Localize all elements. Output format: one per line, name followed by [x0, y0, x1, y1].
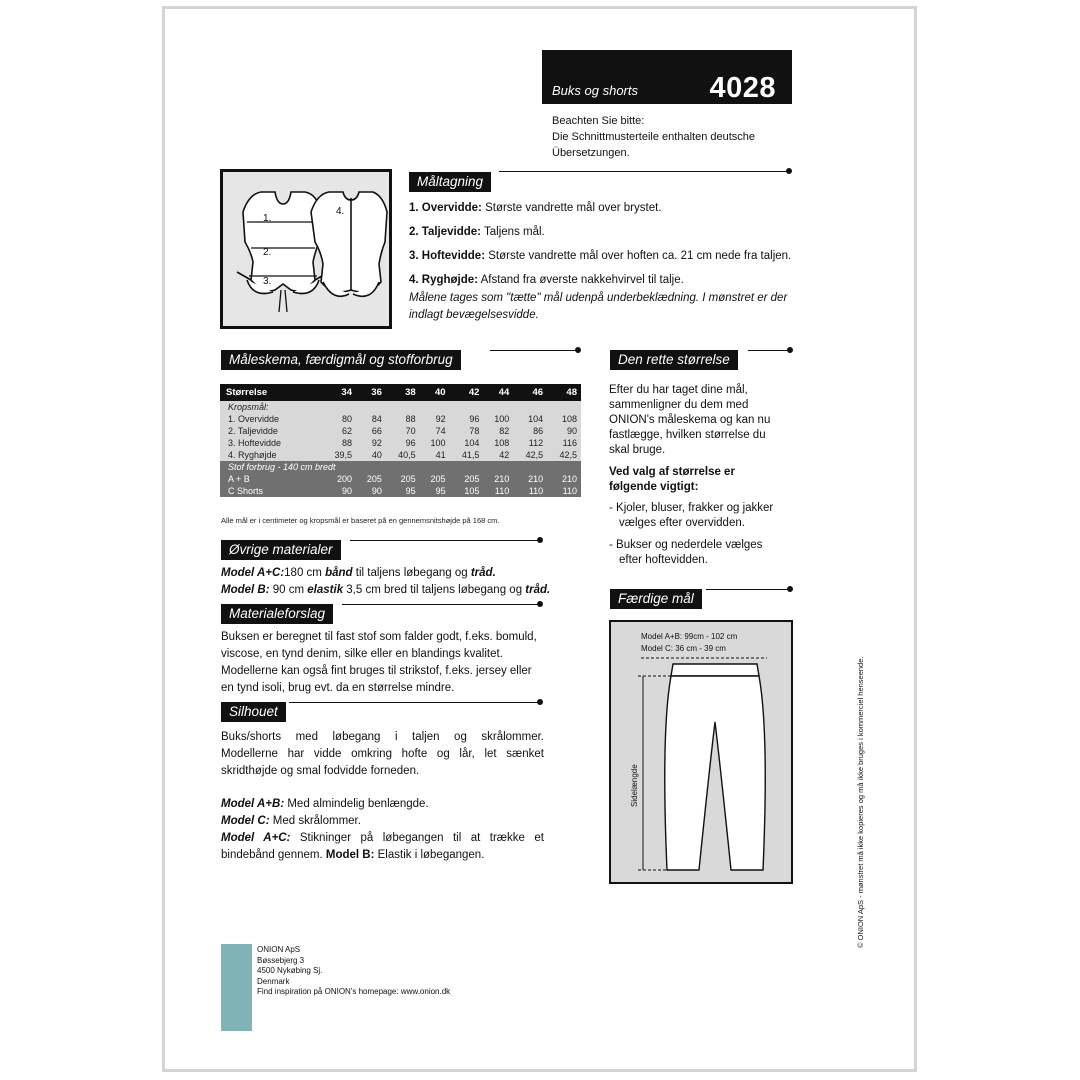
size-table-cell: 90 [322, 485, 356, 497]
size-table-cell: 42,5 [513, 449, 547, 461]
right-size-text: Efter du har taget dine mål, sammenligner du dem med ONION's måleskema og kan nu fastlægge, hvilken størrelse du skal bruge. Ved valg af størrelse er følgende vigtigt: - Kjoler, bluser, frakker og jakker vælges efter overvidden. - Bukser og nederdele vælges efter hoftevidden. [609, 384, 774, 566]
model-ac-line: Model A+C: Stikninger på løbegangen til at trække et [221, 832, 544, 844]
size-table-cell: 92 [420, 413, 450, 425]
size-table-cell: 70 [386, 425, 420, 437]
finished-line-2: Model C: 36 cm - 39 cm [641, 644, 726, 653]
german-note-line: Beachten Sie bitte: [552, 115, 645, 127]
model-b-line: bindebånd gennem. Model B: Elastik i løbegangen. [221, 849, 485, 861]
size-table-cell: 105 [450, 485, 484, 497]
size-table-row: 2. Taljevidde 62 66 70 74 78 82 86 90 [220, 425, 581, 437]
figure-label-3: 3. [263, 276, 272, 287]
measure-item: 3. Hoftevidde: Største vandrette mål over hoften ca. 21 cm nede fra taljen. [409, 250, 792, 262]
rule-dot [786, 168, 792, 174]
size-table-cell: 74 [420, 425, 450, 437]
german-note-line: Übersetzungen. [552, 147, 630, 159]
size-table-cell: 88 [322, 437, 356, 449]
size-table-cell: 66 [356, 425, 386, 437]
size-table-cell: 40 [356, 449, 386, 461]
section-rule [342, 604, 540, 605]
size-table-cell: 78 [450, 425, 484, 437]
silhouette-text: Buks/shorts med løbegang i taljen og skrålommer. Modellerne har vidde omkring hofte og lår, let sænket skridthøjde og smal fodvidde forneden. Model A+B: Med almindelig benlængde. Model C: Med skrålommer. Model A+C: Stikninger på løbegangen til at trække et bindebånd gennem. Model B: Elastik i løbegangen. [221, 729, 544, 864]
size-table-cell: 205 [420, 473, 450, 485]
table-note: Alle mål er i centimeter og kropsmål er baseret på en gennemsnitshøjde på 168 cm. [221, 516, 500, 525]
size-table-cell: 95 [420, 485, 450, 497]
size-group-title: Kropsmål: [220, 401, 581, 413]
size-table-cell: 104 [513, 413, 547, 425]
material-suggest-text: Buksen er beregnet til fast stof som falder godt, f.eks. bomuld, viscose, en tynd denim, silke eller en blandings kvalitet. Modellerne kan også fint bruges til strikstof, f.eks. jersey eller en tynd isoli, brug evt. da en størrelse mindre. [221, 631, 537, 694]
materials-line-b: Model B: 90 cm elastik 3,5 cm bred til taljens løbegang og tråd. [221, 584, 551, 596]
size-table-cell: 205 [386, 473, 420, 485]
size-table-cell: 100 [420, 437, 450, 449]
size-group-title: Stof forbrug - 140 cm bredt [220, 461, 581, 473]
body-measurement-illustration [220, 169, 392, 329]
model-c-line: Model C: Med skrålommer. [221, 815, 361, 827]
size-table-cell: 110 [513, 485, 547, 497]
size-table-cell: 41,5 [450, 449, 484, 461]
size-table-cell: 95 [386, 485, 420, 497]
model-ab-line: Model A+B: Med almindelig benlængde. [221, 798, 429, 810]
measure-note: Målene tages som "tætte" mål udenpå underbeklædning. I mønstret er der indlagt bevægelsesvidde. [409, 292, 788, 321]
copyright-notice: © ONION ApS - mønstret må ikke kopieres og må ikke bruges i kommerciel henseende. [856, 656, 865, 948]
size-table-row: 1. Overvidde 80 84 88 92 96 100 104 108 [220, 413, 581, 425]
section-rule [490, 350, 578, 351]
rule-dot [537, 601, 543, 607]
rule-dot [575, 347, 581, 353]
footer-accent-bar [221, 944, 252, 1031]
size-table-cell: 90 [356, 485, 386, 497]
size-table-cell: 62 [322, 425, 356, 437]
size-table-cell: 90 [547, 425, 581, 437]
section-heading-finished: Færdige mål [610, 589, 702, 609]
size-table [220, 384, 581, 497]
section-rule [350, 540, 540, 541]
section-heading-materials: Øvrige materialer [221, 540, 341, 560]
size-table-cell: 84 [356, 413, 386, 425]
size-table-row: A + B 200 205 205 205 205 210 210 210 [220, 473, 581, 485]
size-header-row: Størrelse 34 36 38 40 42 44 46 48 [220, 384, 581, 401]
measure-item: 4. Ryghøjde: Afstand fra øverste nakkehvirvel til talje. [409, 274, 684, 286]
footer-address: ONION ApS Bøssebjerg 3 4500 Nykøbing Sj. Denmark Find inspiration på ONION's homepage: www.onion.dk [257, 945, 451, 996]
section-rule [748, 350, 790, 351]
size-table-row: 3. Hoftevidde 88 92 96 100 104 108 112 116 [220, 437, 581, 449]
german-note-line: Die Schnittmusterteile enthalten deutsche [552, 131, 756, 143]
size-table-cell: 100 [483, 413, 513, 425]
title-box [542, 50, 792, 104]
pattern-title: Buks og shorts [552, 83, 638, 98]
size-table-cell: 200 [322, 473, 356, 485]
figure-label-4: 4. [336, 206, 345, 217]
section-heading-silhouette: Silhouet [221, 702, 286, 722]
measure-item: 1. Overvidde: Største vandrette mål over brystet. [409, 202, 662, 214]
size-table-cell: 92 [356, 437, 386, 449]
section-rule [289, 702, 540, 703]
rule-dot [787, 586, 793, 592]
size-table-cell: 205 [450, 473, 484, 485]
section-rule [706, 589, 790, 590]
size-table-cell: 108 [483, 437, 513, 449]
size-table-cell: 96 [450, 413, 484, 425]
finished-line-1: Model A+B: 99cm - 102 cm [641, 632, 738, 641]
size-table-row: C Shorts 90 90 95 95 105 110 110 110 [220, 485, 581, 497]
figure-label-2: 2. [263, 247, 272, 258]
size-table-cell: 82 [483, 425, 513, 437]
pattern-number: 4028 [709, 72, 776, 104]
rule-dot [537, 537, 543, 543]
measurement-instructions [409, 200, 804, 324]
size-table-cell: 41 [420, 449, 450, 461]
size-table-cell: 96 [386, 437, 420, 449]
size-table-cell: 42,5 [547, 449, 581, 461]
german-note [552, 113, 792, 161]
size-table-cell: 40,5 [386, 449, 420, 461]
measure-item: 2. Taljevidde: Taljens mål. [409, 226, 545, 238]
size-table-cell: 210 [547, 473, 581, 485]
section-heading-size-chart: Måleskema, færdigmål og stofforbrug [221, 350, 461, 370]
pants-figure-svg [611, 622, 791, 882]
size-table-cell: 108 [547, 413, 581, 425]
size-table-cell: 116 [547, 437, 581, 449]
figure-label-1: 1. [263, 213, 272, 224]
body-figure-svg [223, 172, 389, 326]
section-heading-material-suggest: Materialeforslag [221, 604, 333, 624]
size-table-cell: 205 [356, 473, 386, 485]
size-table-cell: 80 [322, 413, 356, 425]
rule-dot [787, 347, 793, 353]
section-rule [499, 171, 789, 172]
side-length-label: Sidelængde [630, 764, 639, 807]
size-table-cell: 110 [547, 485, 581, 497]
materials-line-a: Model A+C:180 cm bånd til taljens løbegang og tråd. [221, 567, 496, 579]
size-table-row: 4. Ryghøjde 39,5 40 40,5 41 41,5 42 42,5 42,5 [220, 449, 581, 461]
rule-dot [537, 699, 543, 705]
size-table-cell: 210 [483, 473, 513, 485]
size-table-cell: 110 [483, 485, 513, 497]
size-table-cell: 86 [513, 425, 547, 437]
section-heading-maaltagning: Måltagning [409, 172, 491, 192]
size-table-cell: 112 [513, 437, 547, 449]
finished-measurements-illustration [609, 620, 793, 884]
size-table-cell: 42 [483, 449, 513, 461]
size-table-cell: 104 [450, 437, 484, 449]
size-table-cell: 39,5 [322, 449, 356, 461]
size-table-cell: 88 [386, 413, 420, 425]
size-table-cell: 210 [513, 473, 547, 485]
materials-text [221, 565, 561, 599]
section-heading-right-size: Den rette størrelse [610, 350, 738, 370]
